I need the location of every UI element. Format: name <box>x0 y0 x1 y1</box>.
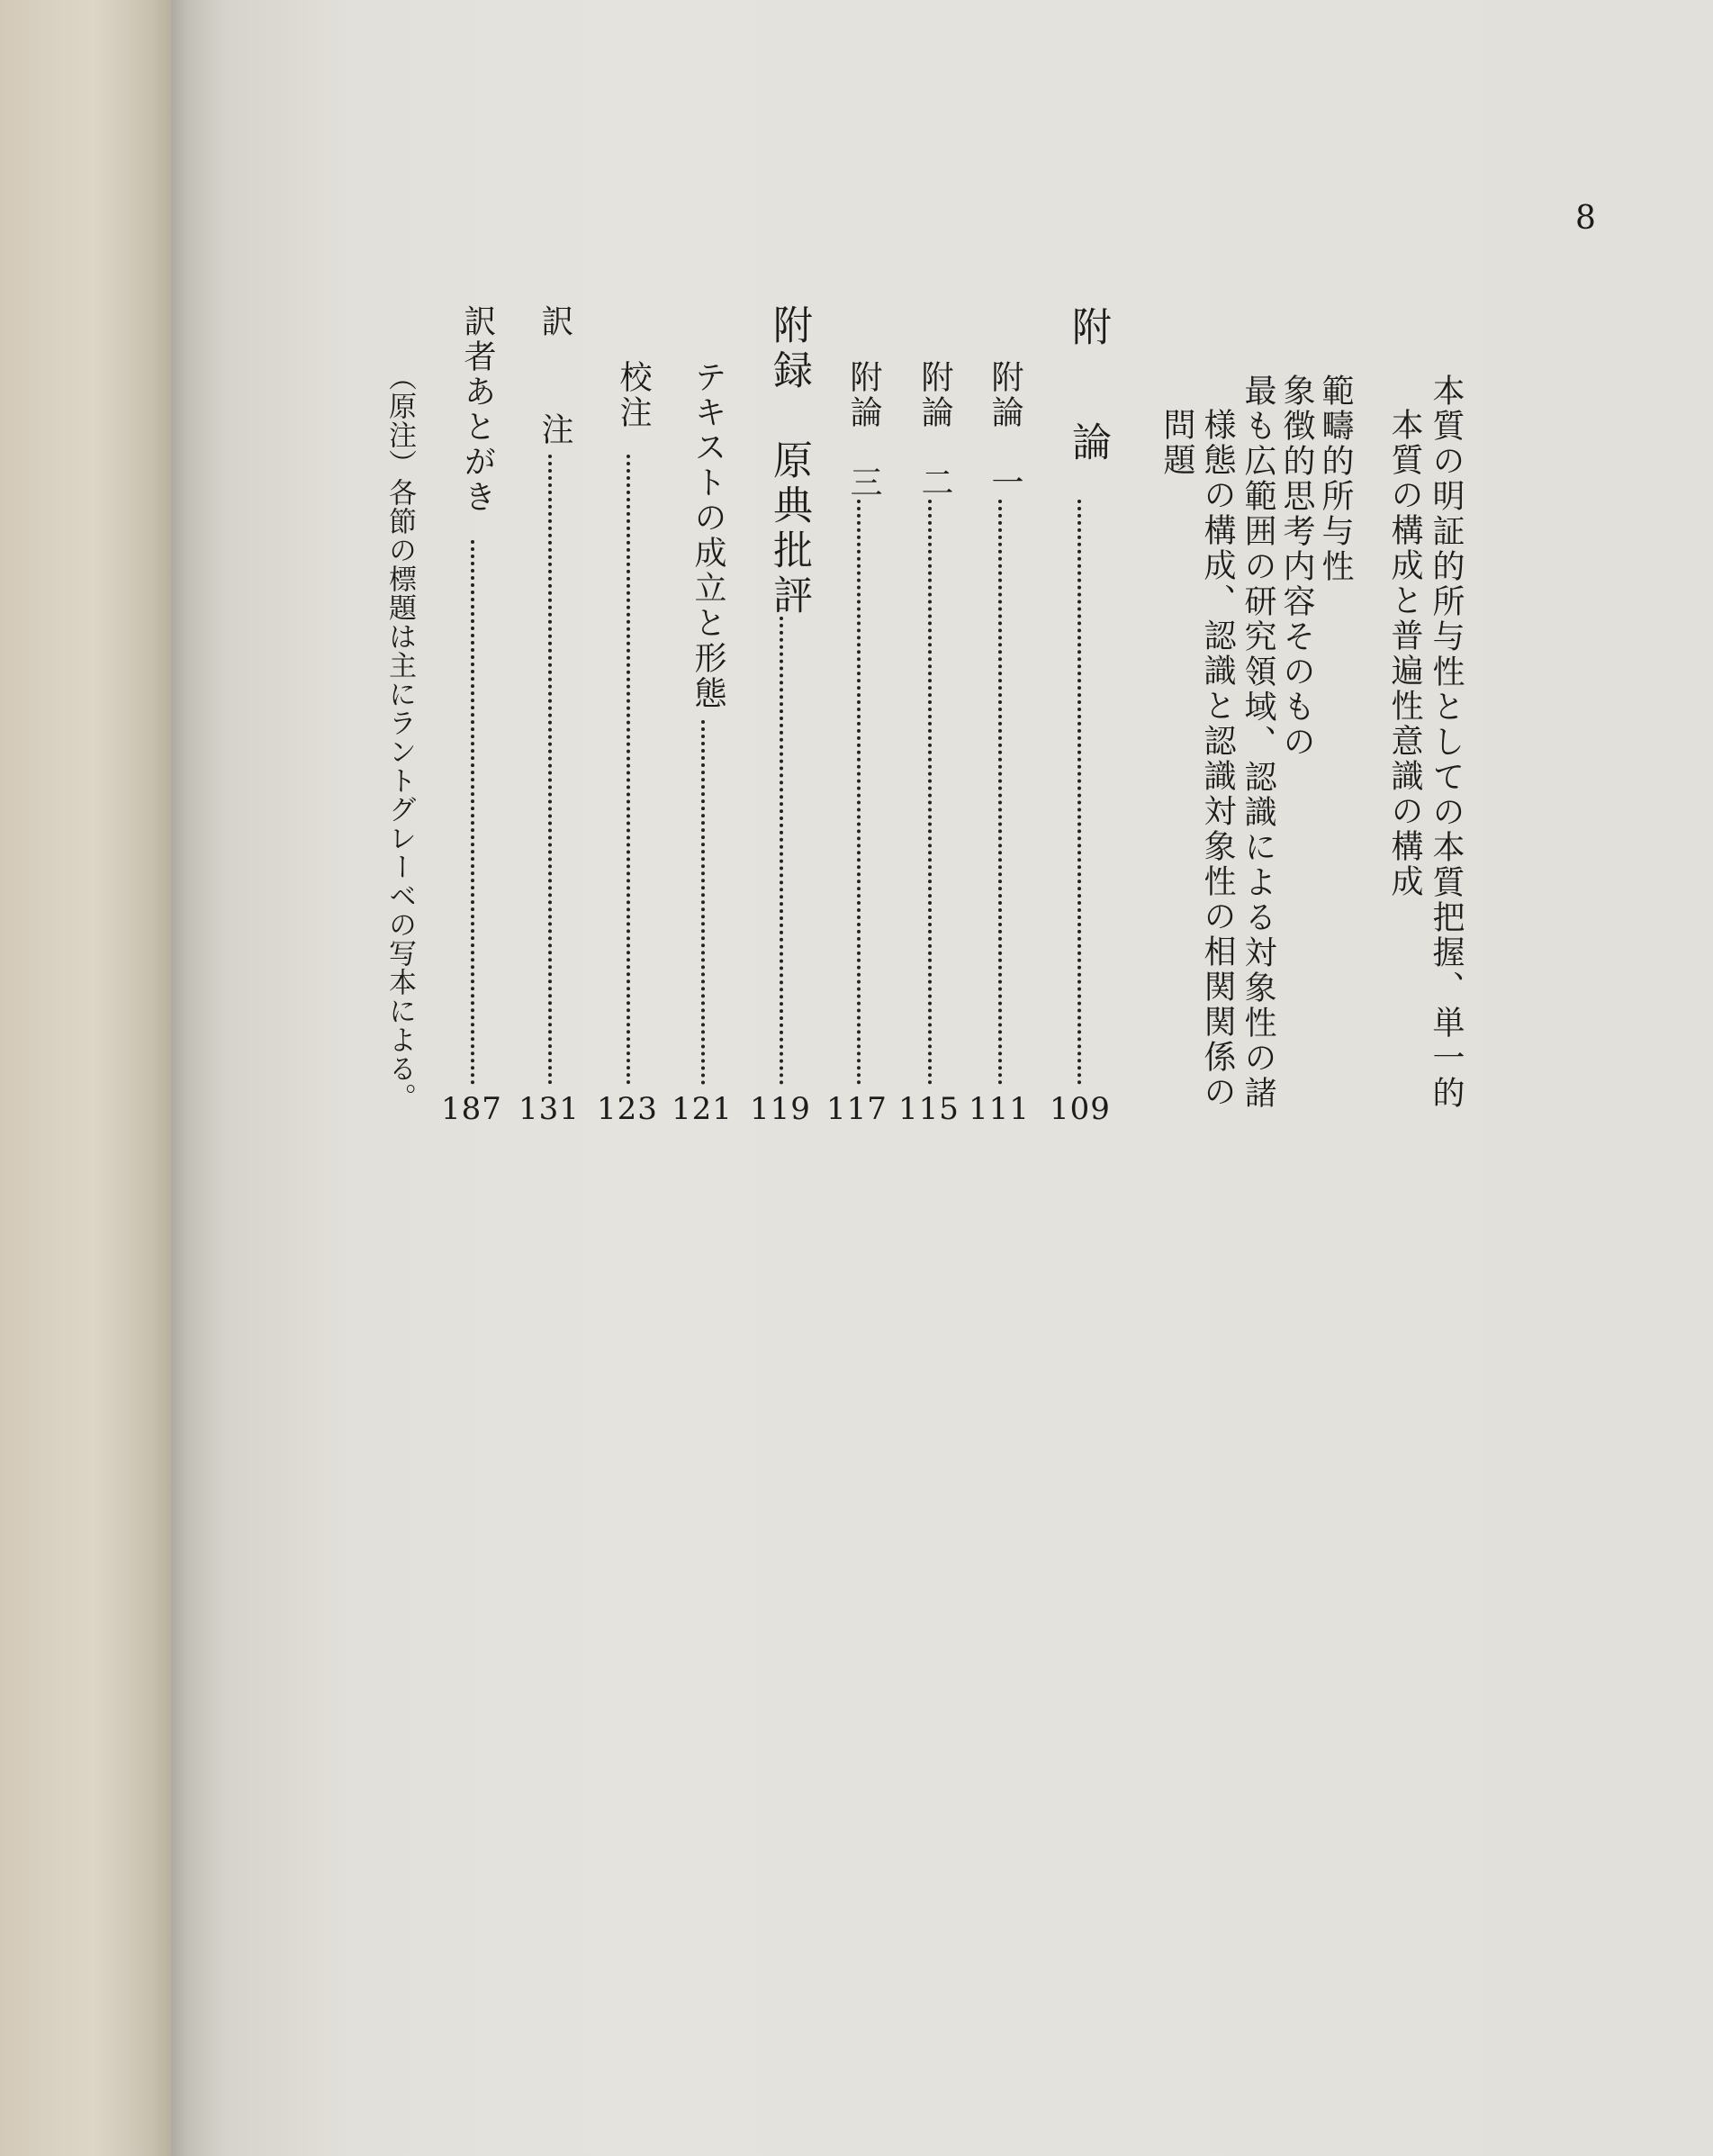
toc-page-afterword: 187 <box>441 1091 502 1127</box>
toc-page-collation: 123 <box>597 1091 658 1127</box>
toc-leader-appendix-1 <box>998 500 1002 1085</box>
section-item-5: 最も広範囲の研究領域、認識による対象性の諸 <box>1240 374 1276 1111</box>
toc-page-appendix-3: 117 <box>826 1091 888 1127</box>
section-item-2: 本質の構成と普遍性意識の構成 <box>1386 408 1423 899</box>
toc-label-appendix: 附 論 <box>1065 306 1111 479</box>
page-number: 8 <box>1575 200 1596 237</box>
toc-leader-collation <box>627 455 630 1085</box>
toc-leader-afterword <box>471 540 474 1085</box>
footnote: （原注）各節の標題は主にラントグレーベの写本による。 <box>383 363 416 1112</box>
toc-leader-text-origin <box>701 720 705 1085</box>
toc-label-appendix-3: 附論 三 <box>845 360 882 501</box>
toc-leader-appendix-3 <box>857 500 861 1085</box>
toc-leader-translator-notes <box>548 455 552 1085</box>
toc-label-collation: 校注 <box>615 360 652 430</box>
toc-leader-supplement <box>780 617 783 1085</box>
section-item-3: 範疇的所与性 <box>1317 374 1354 584</box>
toc-label-afterword: 訳者あとがき <box>459 304 496 515</box>
toc-page-appendix-2: 115 <box>898 1091 960 1127</box>
section-item-6: 様態の構成、認識と認識対象性の相関関係の <box>1199 408 1236 1110</box>
toc-leader-appendix-2 <box>928 500 932 1085</box>
toc-label-appendix-2: 附論 二 <box>916 360 953 501</box>
background-surface <box>0 0 171 2156</box>
section-item-7: 問題 <box>1159 408 1195 478</box>
section-item-1: 本質の明証的所与性としての本質把握、単一的 <box>1428 374 1465 1111</box>
book-page <box>171 0 1713 2156</box>
toc-page-appendix: 109 <box>1050 1091 1111 1127</box>
toc-leader-appendix <box>1077 500 1081 1085</box>
toc-page-appendix-1: 111 <box>969 1091 1030 1127</box>
toc-label-appendix-1: 附論 一 <box>987 360 1023 501</box>
toc-page-translator-notes: 131 <box>518 1091 580 1127</box>
toc-page-supplement: 119 <box>750 1091 811 1127</box>
section-item-4: 象徴的思考内容そのもの <box>1278 374 1315 760</box>
toc-label-translator-notes: 訳 注 <box>536 304 573 466</box>
toc-label-text-origin: テキストの成立と形態 <box>690 360 726 711</box>
toc-label-supplement: 附録 原典批評 <box>766 304 812 619</box>
toc-page-text-origin: 121 <box>672 1091 733 1127</box>
